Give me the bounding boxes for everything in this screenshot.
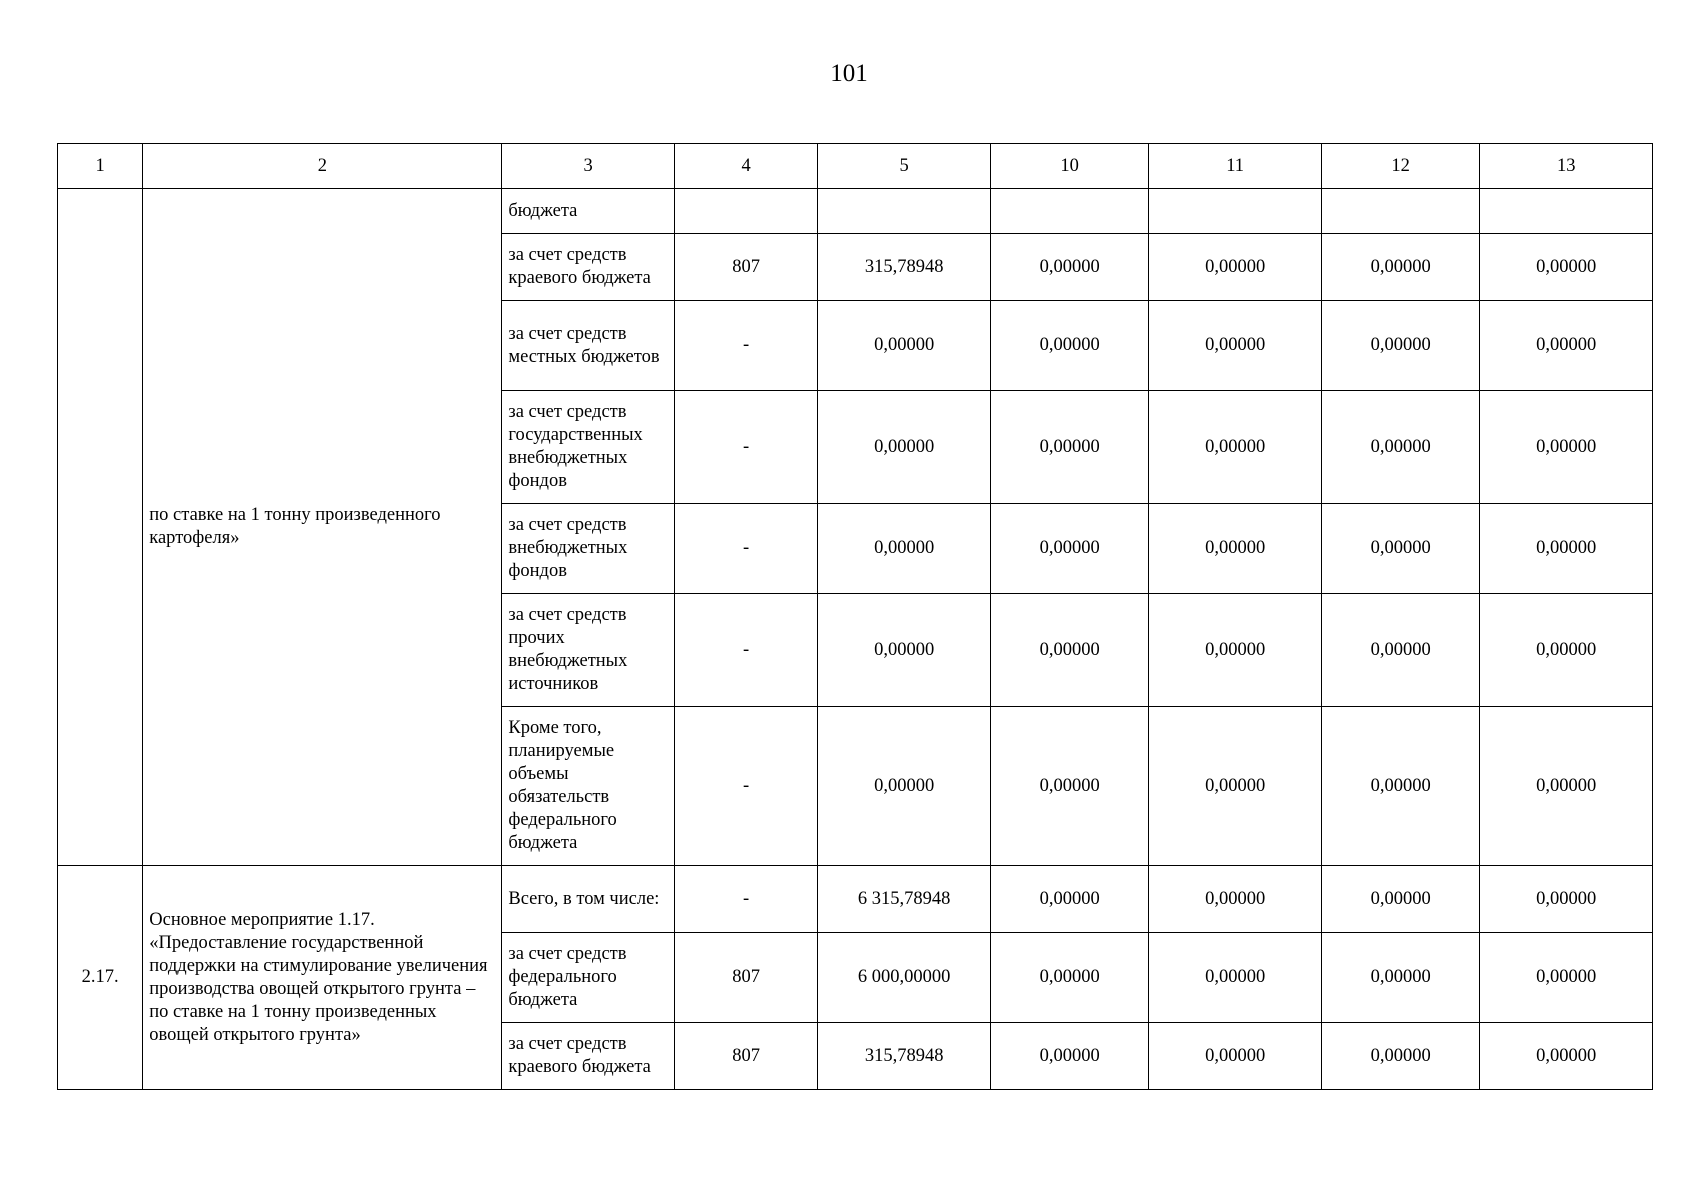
code-cell — [674, 189, 817, 234]
value-cell: 0,00000 — [1149, 1023, 1322, 1090]
code-cell: - — [674, 866, 817, 933]
value-cell: 0,00000 — [1480, 933, 1653, 1023]
column-header: 1 — [58, 144, 143, 189]
value-cell: 0,00000 — [1321, 707, 1479, 866]
funding-source-cell: Всего, в том числе: — [502, 866, 675, 933]
column-header: 12 — [1321, 144, 1479, 189]
value-cell: 0,00000 — [1480, 1023, 1653, 1090]
value-cell — [1321, 189, 1479, 234]
value-cell — [990, 189, 1148, 234]
value-cell: 0,00000 — [1480, 707, 1653, 866]
value-cell: 0,00000 — [990, 391, 1148, 504]
value-cell: 0,00000 — [1321, 866, 1479, 933]
funding-source-cell: за счет средств федерального бюджета — [502, 933, 675, 1023]
code-cell: 807 — [674, 933, 817, 1023]
row-number-cell: 2.17. — [58, 866, 143, 1090]
funding-source-cell: за счет средств государственных внебюджетных фондов — [502, 391, 675, 504]
value-cell: 6 000,00000 — [818, 933, 991, 1023]
value-cell: 0,00000 — [1321, 301, 1479, 391]
value-cell: 0,00000 — [1149, 594, 1322, 707]
table-row — [58, 866, 1653, 933]
funding-source-cell: за счет средств прочих внебюджетных источников — [502, 594, 675, 707]
value-cell: 0,00000 — [1149, 866, 1322, 933]
value-cell: 0,00000 — [990, 707, 1148, 866]
value-cell: 0,00000 — [1321, 391, 1479, 504]
value-cell: 0,00000 — [1149, 504, 1322, 594]
funding-source-cell: за счет средств внебюджетных фондов — [502, 504, 675, 594]
value-cell: 0,00000 — [1480, 866, 1653, 933]
column-header: 13 — [1480, 144, 1653, 189]
column-header: 5 — [818, 144, 991, 189]
value-cell: 0,00000 — [990, 594, 1148, 707]
header-row — [58, 144, 1653, 189]
code-cell: - — [674, 594, 817, 707]
code-cell: - — [674, 391, 817, 504]
value-cell: 0,00000 — [1149, 234, 1322, 301]
value-cell: 0,00000 — [1321, 1023, 1479, 1090]
value-cell: 0,00000 — [818, 504, 991, 594]
measure-name-cell: Основное мероприятие 1.17. «Предоставление государственной поддержки на стимулирование увеличения производства овощей открытого грунта – по ставке на 1 тонну произведенных овощей открытого грунта» — [143, 866, 502, 1090]
row-number-cell — [58, 189, 143, 866]
value-cell: 0,00000 — [990, 234, 1148, 301]
value-cell: 0,00000 — [818, 707, 991, 866]
value-cell: 0,00000 — [1480, 504, 1653, 594]
code-cell: 807 — [674, 1023, 817, 1090]
column-header: 4 — [674, 144, 817, 189]
value-cell: 0,00000 — [1480, 301, 1653, 391]
value-cell — [1480, 189, 1653, 234]
value-cell: 0,00000 — [1321, 234, 1479, 301]
value-cell: 0,00000 — [1321, 594, 1479, 707]
funding-source-cell: за счет средств краевого бюджета — [502, 234, 675, 301]
value-cell: 0,00000 — [1480, 234, 1653, 301]
funding-source-cell: Кроме того, планируемые объемы обязательств федерального бюджета — [502, 707, 675, 866]
value-cell — [1149, 189, 1322, 234]
code-cell: - — [674, 504, 817, 594]
value-cell: 6 315,78948 — [818, 866, 991, 933]
column-header: 10 — [990, 144, 1148, 189]
code-cell: 807 — [674, 234, 817, 301]
value-cell: 315,78948 — [818, 234, 991, 301]
value-cell: 0,00000 — [990, 504, 1148, 594]
value-cell: 0,00000 — [818, 391, 991, 504]
funding-source-cell: за счет средств краевого бюджета — [502, 1023, 675, 1090]
measure-name-cell: по ставке на 1 тонну произведенного картофеля» — [143, 189, 502, 866]
code-cell: - — [674, 707, 817, 866]
value-cell: 0,00000 — [1149, 391, 1322, 504]
value-cell: 0,00000 — [990, 933, 1148, 1023]
column-header: 11 — [1149, 144, 1322, 189]
value-cell: 0,00000 — [990, 1023, 1148, 1090]
table-row — [58, 189, 1653, 234]
value-cell: 0,00000 — [1480, 594, 1653, 707]
code-cell: - — [674, 301, 817, 391]
funding-source-cell: бюджета — [502, 189, 675, 234]
funding-source-cell: за счет средств местных бюджетов — [502, 301, 675, 391]
value-cell: 0,00000 — [1149, 707, 1322, 866]
value-cell: 0,00000 — [1321, 504, 1479, 594]
value-cell: 0,00000 — [1321, 933, 1479, 1023]
value-cell: 0,00000 — [1149, 933, 1322, 1023]
value-cell — [818, 189, 991, 234]
column-header: 2 — [143, 144, 502, 189]
column-header: 3 — [502, 144, 675, 189]
value-cell: 0,00000 — [990, 866, 1148, 933]
value-cell: 0,00000 — [1149, 301, 1322, 391]
value-cell: 0,00000 — [1480, 391, 1653, 504]
value-cell: 0,00000 — [818, 594, 991, 707]
value-cell: 315,78948 — [818, 1023, 991, 1090]
value-cell: 0,00000 — [990, 301, 1148, 391]
budget-table — [57, 143, 1653, 1090]
page-number: 101 — [830, 60, 868, 87]
value-cell: 0,00000 — [818, 301, 991, 391]
